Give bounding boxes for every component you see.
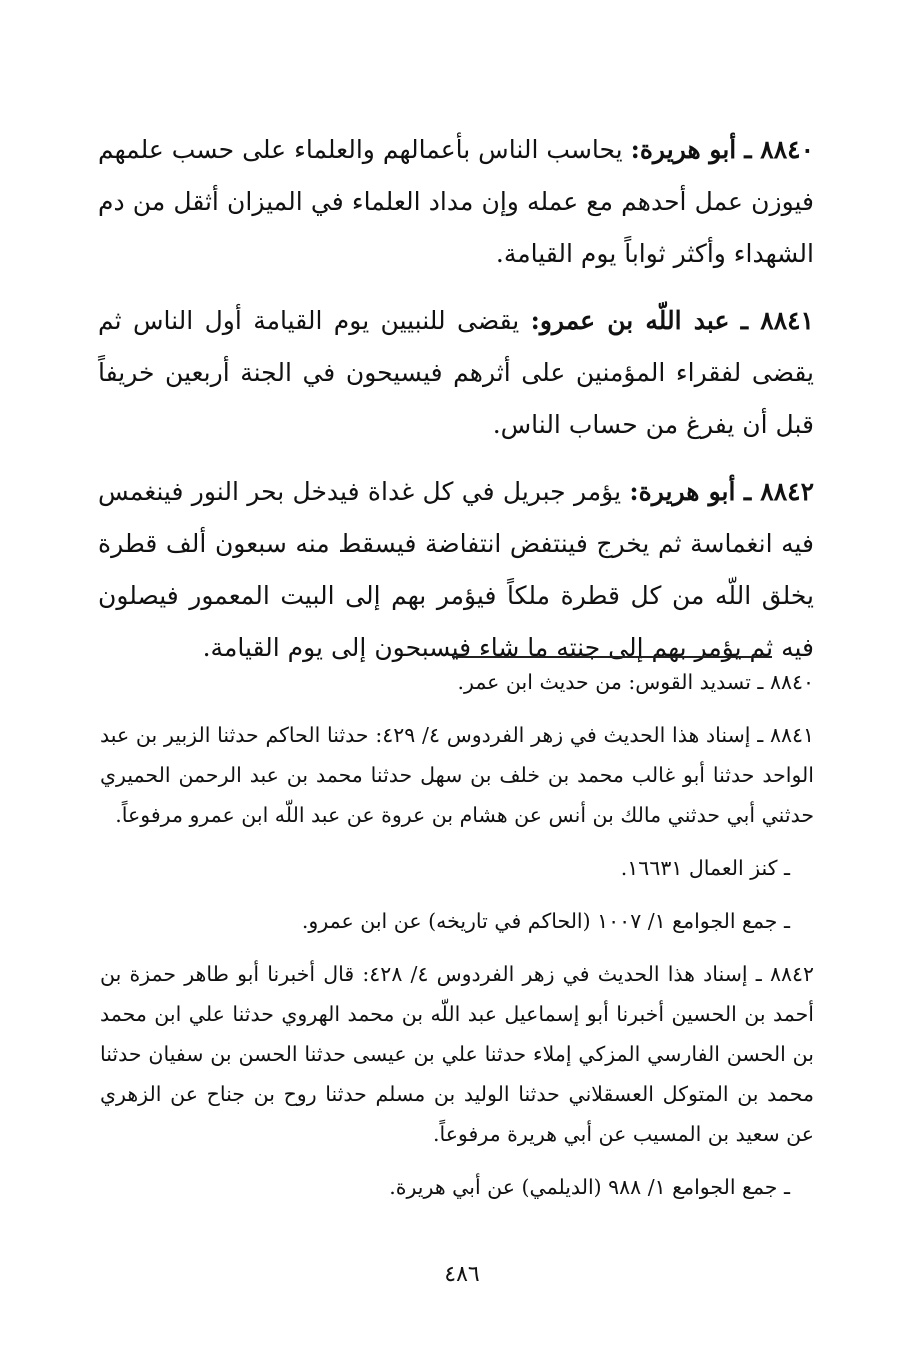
footnote-reference: ـ جمع الجوامع ١/ ١٠٠٧ (الحاكم في تاريخه) عن ابن عمرو. xyxy=(301,909,790,933)
footnotes xyxy=(100,662,814,1220)
entry-text: يقضى للنبيين يوم القيامة أول الناس ثم يقضى لفقراء المؤمنين على أثرهم فيسيحون في الجنة أربعين خريفاً قبل أن يفرغ من حساب الناس. xyxy=(98,306,814,439)
footnote-reference: ـ كنز العمال ١٦٦٣١. xyxy=(620,856,790,880)
footnote-divider xyxy=(452,656,772,658)
footnote-reference: ـ جمع الجوامع ١/ ٩٨٨ (الديلمي) عن أبي هريرة. xyxy=(389,1175,790,1199)
entry-number: ٨٨٤٢ ـ xyxy=(743,477,815,506)
entry-text: يؤمر جبريل في كل غداة فيدخل بحر النور فينغمس فيه انغماسة ثم يخرج فينتفض انتفاضة فيسقط منه سبعون ألف قطرة يخلق اللّه من كل قطرة ملكاً فيؤمر بهم إلى البيت المعمور فيصلون فيه ثم يؤمر بهم إلى جنته ما شاء فيسبحون إلى يوم القيامة. xyxy=(98,477,814,662)
hadith-entry-8841 xyxy=(98,295,814,451)
footnote-8841: ٨٨٤١ ـ إسناد هذا الحديث في زهر الفردوس ٤/ ٤٢٩: حدثنا الحاكم حدثنا الزبير بن عبد الواحد حدثنا أبو غالب محمد بن خلف بن سهل حدثنا محمد بن عبد الرحمن الحميري حدثني أبي حدثني مالك بن أنس عن هشام بن عروة عن عبد اللّه ابن عمرو مرفوعاً. xyxy=(100,723,814,827)
entry-narrator: عبد اللّه بن عمرو: xyxy=(530,306,730,335)
entry-number: ٨٨٤٠ ـ xyxy=(744,135,814,164)
footnote-8842: ٨٨٤٢ ـ إسناد هذا الحديث في زهر الفردوس ٤/ ٤٢٨: قال أخبرنا أبو طاهر حمزة بن أحمد بن الحسين أخبرنا أبو إسماعيل عبد اللّه بن محمد الهروي حدثنا علي ابن محمد بن الحسن الفارسي المزكي إملاء حدثنا علي بن عيسى حدثنا الحسن بن سفيان حدثنا محمد بن المتوكل العسقلاني حدثنا الوليد بن مسلم حدثنا روح بن جناح عن الزهري عن سعيد بن المسيب عن أبي هريرة مرفوعاً. xyxy=(100,962,814,1146)
entry-text: يحاسب الناس بأعمالهم والعلماء على حسب علمهم فيوزن عمل أحدهم مع عمله وإن مداد العلماء في الميزان أثقل من دم الشهداء وأكثر ثواباً يوم القيامة. xyxy=(98,135,814,268)
footnote-8840: ٨٨٤٠ ـ تسديد القوس: من حديث ابن عمر. xyxy=(457,670,814,694)
page-number: ٤٨٦ xyxy=(444,1262,480,1287)
entry-number: ٨٨٤١ ـ xyxy=(740,306,814,335)
hadith-entries xyxy=(98,124,814,689)
entry-narrator: أبو هريرة: xyxy=(630,135,737,164)
hadith-entry-8840 xyxy=(98,124,814,280)
entry-narrator: أبو هريرة: xyxy=(629,477,736,506)
hadith-entry-8842 xyxy=(98,466,814,674)
